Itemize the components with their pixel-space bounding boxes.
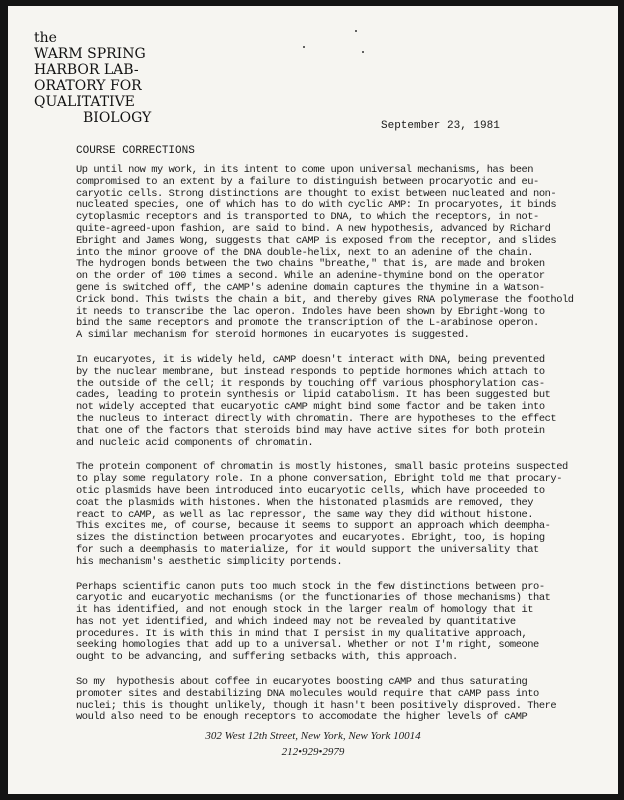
footer-phone: 212•929•2979 (281, 746, 345, 758)
body-line: the outside of the cell; it responds by touching off various phosphorylation cas- (76, 377, 545, 390)
body-paragraph (76, 677, 606, 724)
body-line: that one of the factors that steroids bind may have active sites for both protein (76, 424, 545, 437)
body-paragraph (76, 582, 606, 665)
body-line: nuclei; this is thought unlikely, though it hasn't been positively disproved. There (76, 699, 557, 712)
body-line: otic plasmids have been introduced into eucaryotic cells, which have proceeded to (76, 484, 545, 497)
letterhead-line: BIOLOGY (83, 110, 152, 126)
body-line: gene is switched off, the cAMP's adenine domain captures the thymine in a Watson- (76, 281, 545, 294)
paper-speck (355, 30, 357, 32)
body-line: by the nuclear membrane, but instead responds to peptide hormones which attach to (76, 365, 545, 378)
body-line: Crick bond. This twists the chain a bit, and thereby gives RNA polymerase the foothold (76, 293, 574, 306)
body-line: has not yet identified, and which indeed may not be revealed by quantitative (76, 615, 516, 628)
footer-address: 302 West 12th Street, New York, New York 10014 (205, 730, 421, 742)
body-line: react to cAMP, as well as lac repressor, the same way they did without histone. (76, 508, 534, 521)
letter-heading: COURSE CORRECTIONS (76, 145, 195, 157)
body-line: into the minor groove of the DNA double-helix, next to an adenine of the chain. (76, 246, 534, 259)
body-line: In eucaryotes, it is widely held, cAMP doesn't interact with DNA, being prevented (76, 353, 545, 366)
body-line: A similar mechanism for steroid hormones in eucaryotes is suggested. (76, 329, 470, 342)
body-line: coat the plasmids with histones. When the histonated plasmids are removed, they (76, 496, 534, 509)
paper-speck (303, 46, 305, 48)
body-line: Perhaps scientific canon puts too much stock in the few distinctions between pro- (76, 580, 545, 593)
body-line: and nucleic acid components of chromatin. (76, 436, 314, 449)
body-line: The hydrogen bonds between the two chains "breathe," that is, are made and broken (76, 258, 545, 271)
body-line: nucleated species, one of which has to do with cyclic AMP: In procaryotes, it binds (76, 199, 557, 212)
body-line: caryotic cells. Strong distinctions are thought to exist between nucleated and non- (76, 187, 557, 200)
body-line: to play some regulatory role. In a phone conversation, Ebright told me that procary- (76, 473, 562, 486)
body-line: ought to be advancing, and suffering setbacks with, this approach. (76, 651, 458, 664)
body-line: Ebright and James Wong, suggests that cAMP is exposed from the receptor, and slides (76, 234, 557, 247)
body-line: cades, leading to protein synthesis or lipid catabolism. It has been suggested but (76, 389, 551, 402)
letterhead-line: QUALITATIVE (34, 94, 135, 110)
body-line: bind the same receptors and promote the transcription of the L-arabinose operon. (76, 317, 539, 330)
body-line: So my hypothesis about coffee in eucaryotes boosting cAMP and thus saturating (76, 676, 528, 689)
letterhead (34, 30, 151, 126)
letter-page (8, 6, 618, 794)
body-line: promoter sites and destabilizing DNA molecules would require that cAMP pass into (76, 687, 539, 700)
body-line: The protein component of chromatin is mostly histones, small basic proteins suspected (76, 461, 568, 474)
body-line: compromised to an extent by a failure to distinguish between procaryotic and eu- (76, 175, 539, 188)
body-line: cytoplasmic receptors and is transported to DNA, to which the receptors, in not- (76, 211, 539, 224)
letter-date: September 23, 1981 (381, 120, 500, 132)
letterhead-line: ORATORY FOR (34, 78, 142, 94)
body-line: quite-agreed-upon fashion, are said to bind. A new hypothesis, advanced by Richard (76, 222, 551, 235)
body-line: procedures. It is with this in mind that I persist in my qualitative approach, (76, 627, 528, 640)
letterhead-line: WARM SPRING (34, 46, 146, 62)
body-paragraph (76, 462, 606, 568)
letterhead-line: HARBOR LAB- (34, 62, 139, 78)
body-line: would also need to be enough receptors to accomodate the higher levels of cAMP (76, 711, 528, 724)
body-paragraph (76, 165, 606, 342)
letterhead-line: the (34, 30, 57, 46)
body-line: not widely accepted that eucaryotic cAMP might bind some factor and be taken into (76, 401, 545, 414)
body-line: the nucleus to interact directly with chromatin. There are hypotheses to the effect (76, 412, 557, 425)
body-line: sizes the distinction between procaryotes and eucaryotes. Ebright, too, is hoping (76, 532, 545, 545)
letter-body (76, 165, 606, 737)
body-line: on the order of 100 times a second. While an adenine-thymine bond on the operator (76, 270, 545, 283)
body-line: it has identified, and not enough stock in the larger realm of homology that it (76, 604, 534, 617)
body-line: Up until now my work, in its intent to come upon universal mechanisms, has been (76, 164, 534, 176)
body-line: seeking homologies that add up to a universal. Whether or not I'm right, someone (76, 639, 539, 652)
body-line: This excites me, of course, because it seems to support an approach which deempha- (76, 520, 551, 533)
paper-speck (362, 51, 364, 53)
body-line: for such a deemphasis to materialize, for it would support the universality that (76, 543, 539, 556)
body-line: it needs to transcribe the lac operon. Indoles have been shown by Ebright-Wong to (76, 305, 545, 318)
body-line: his mechanism's aesthetic simplicity portends. (76, 555, 343, 568)
body-line: caryotic and eucaryotic mechanisms (or the functionaries of those mechanisms) that (76, 592, 551, 605)
body-paragraph (76, 355, 606, 449)
